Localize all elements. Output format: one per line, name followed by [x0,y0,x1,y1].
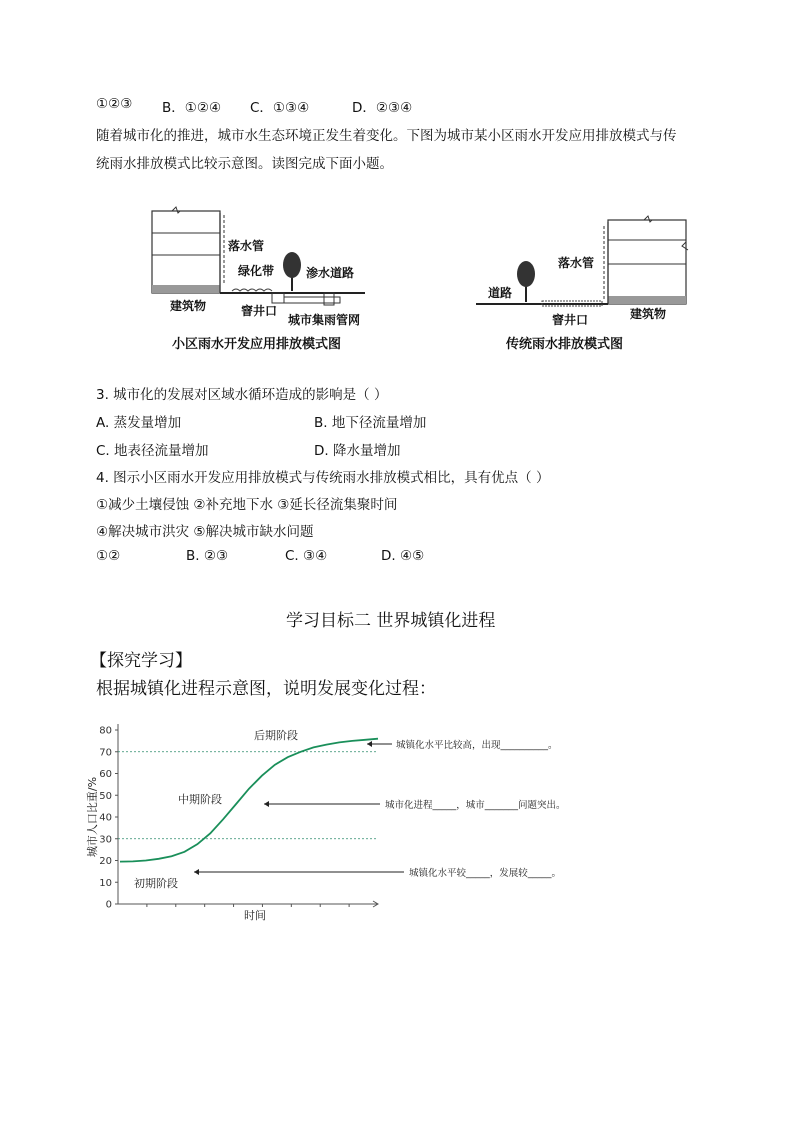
stage-middle-label: 中期阶段 [178,793,222,806]
y-tick-label: 30 [99,834,112,846]
q3-option-d: D. 降水量增加 [314,443,401,459]
y-tick-label: 50 [99,790,112,802]
fig-left-greenbelt-label: 绿化带 [238,264,275,278]
q2-option-c: C．①③④ [250,100,310,116]
stage-late-label: 后期阶段 [254,729,298,742]
fig-right-manhole-label: 窨井口 [552,313,589,327]
fig-right-downpipe-label: 落水管 [558,256,595,270]
fig-left-title: 小区雨水开发应用排放模式图 [172,337,342,352]
urbanization-chart [80,715,640,930]
q2-option-d: D．②③④ [352,100,413,116]
q2-option-a: ①②③ [96,96,133,112]
y-tick-label: 10 [99,877,112,889]
q4-statements-2: ④解决城市洪灾 ⑤解决城市缺水问题 [96,524,314,540]
middle-annotation: 城市化进程_____，城市_______问题突出。 [385,800,566,811]
explore-label: 【探究学习】 [90,651,192,671]
q3-option-c: C. 地表径流量增加 [96,443,209,459]
q3-option-b: B. 地下径流量增加 [314,415,427,431]
late-annotation: 城镇化水平比较高，出现__________。 [396,740,558,751]
y-tick-label: 40 [99,812,112,824]
q2-option-b: B．①②④ [162,100,222,116]
y-axis-label: 城市人口比重/% [86,776,99,858]
explore-prompt: 根据城镇化进程示意图，说明发展变化过程： [96,679,436,699]
q3-stem: 3. 城市化的发展对区域水循环造成的影响是（ ） [96,387,388,403]
q4-option-d: D. ④⑤ [381,548,425,564]
fig-right-road-label: 道路 [488,286,513,300]
fig-left-permeable-road-label: 渗水道路 [306,266,355,280]
y-tick-label: 70 [99,747,112,759]
early-annotation: 城镇化水平较_____，发展较_____。 [409,868,562,879]
fig-right-building-label: 建筑物 [630,307,667,321]
middle-arrow-head [264,801,269,807]
early-arrow-head [194,869,199,875]
y-tick-label: 0 [105,899,112,911]
intro-line-2: 统雨水排放模式比较示意图。读图完成下面小题。 [96,156,393,172]
urbanization-curve [120,739,378,862]
intro-line-1: 随着城市化的推进，城市水生态环境正发生着变化。下图为城市某小区雨水开发应用排放模式与传 [96,128,677,144]
fig-left-rain-network-label: 城市集雨管网 [288,313,361,327]
fig-left-manhole-label: 窨井口 [241,304,278,318]
y-tick-label: 20 [99,856,112,867]
section-heading: 学习目标二 世界城镇化进程 [286,611,496,631]
stage-early-label: 初期阶段 [134,877,178,890]
q4-option-c: C. ③④ [285,548,328,564]
y-tick-label: 80 [99,725,112,737]
fig-left-downpipe-label: 落水管 [228,239,265,253]
q4-option-a: ①② [96,548,121,564]
x-axis-label: 时间 [244,909,266,922]
q4-option-b: B. ②③ [186,548,229,564]
fig-left-building-label: 建筑物 [170,299,207,313]
fig-right-title: 传统雨水排放模式图 [506,337,624,352]
y-tick-label: 60 [99,769,112,780]
q4-statements-1: ①减少土壤侵蚀 ②补充地下水 ③延长径流集聚时间 [96,497,398,513]
q3-option-a: A. 蒸发量增加 [96,415,182,431]
late-arrow-head [367,741,372,747]
q4-stem: 4. 图示小区雨水开发应用排放模式与传统雨水排放模式相比，具有优点（ ） [96,470,550,486]
